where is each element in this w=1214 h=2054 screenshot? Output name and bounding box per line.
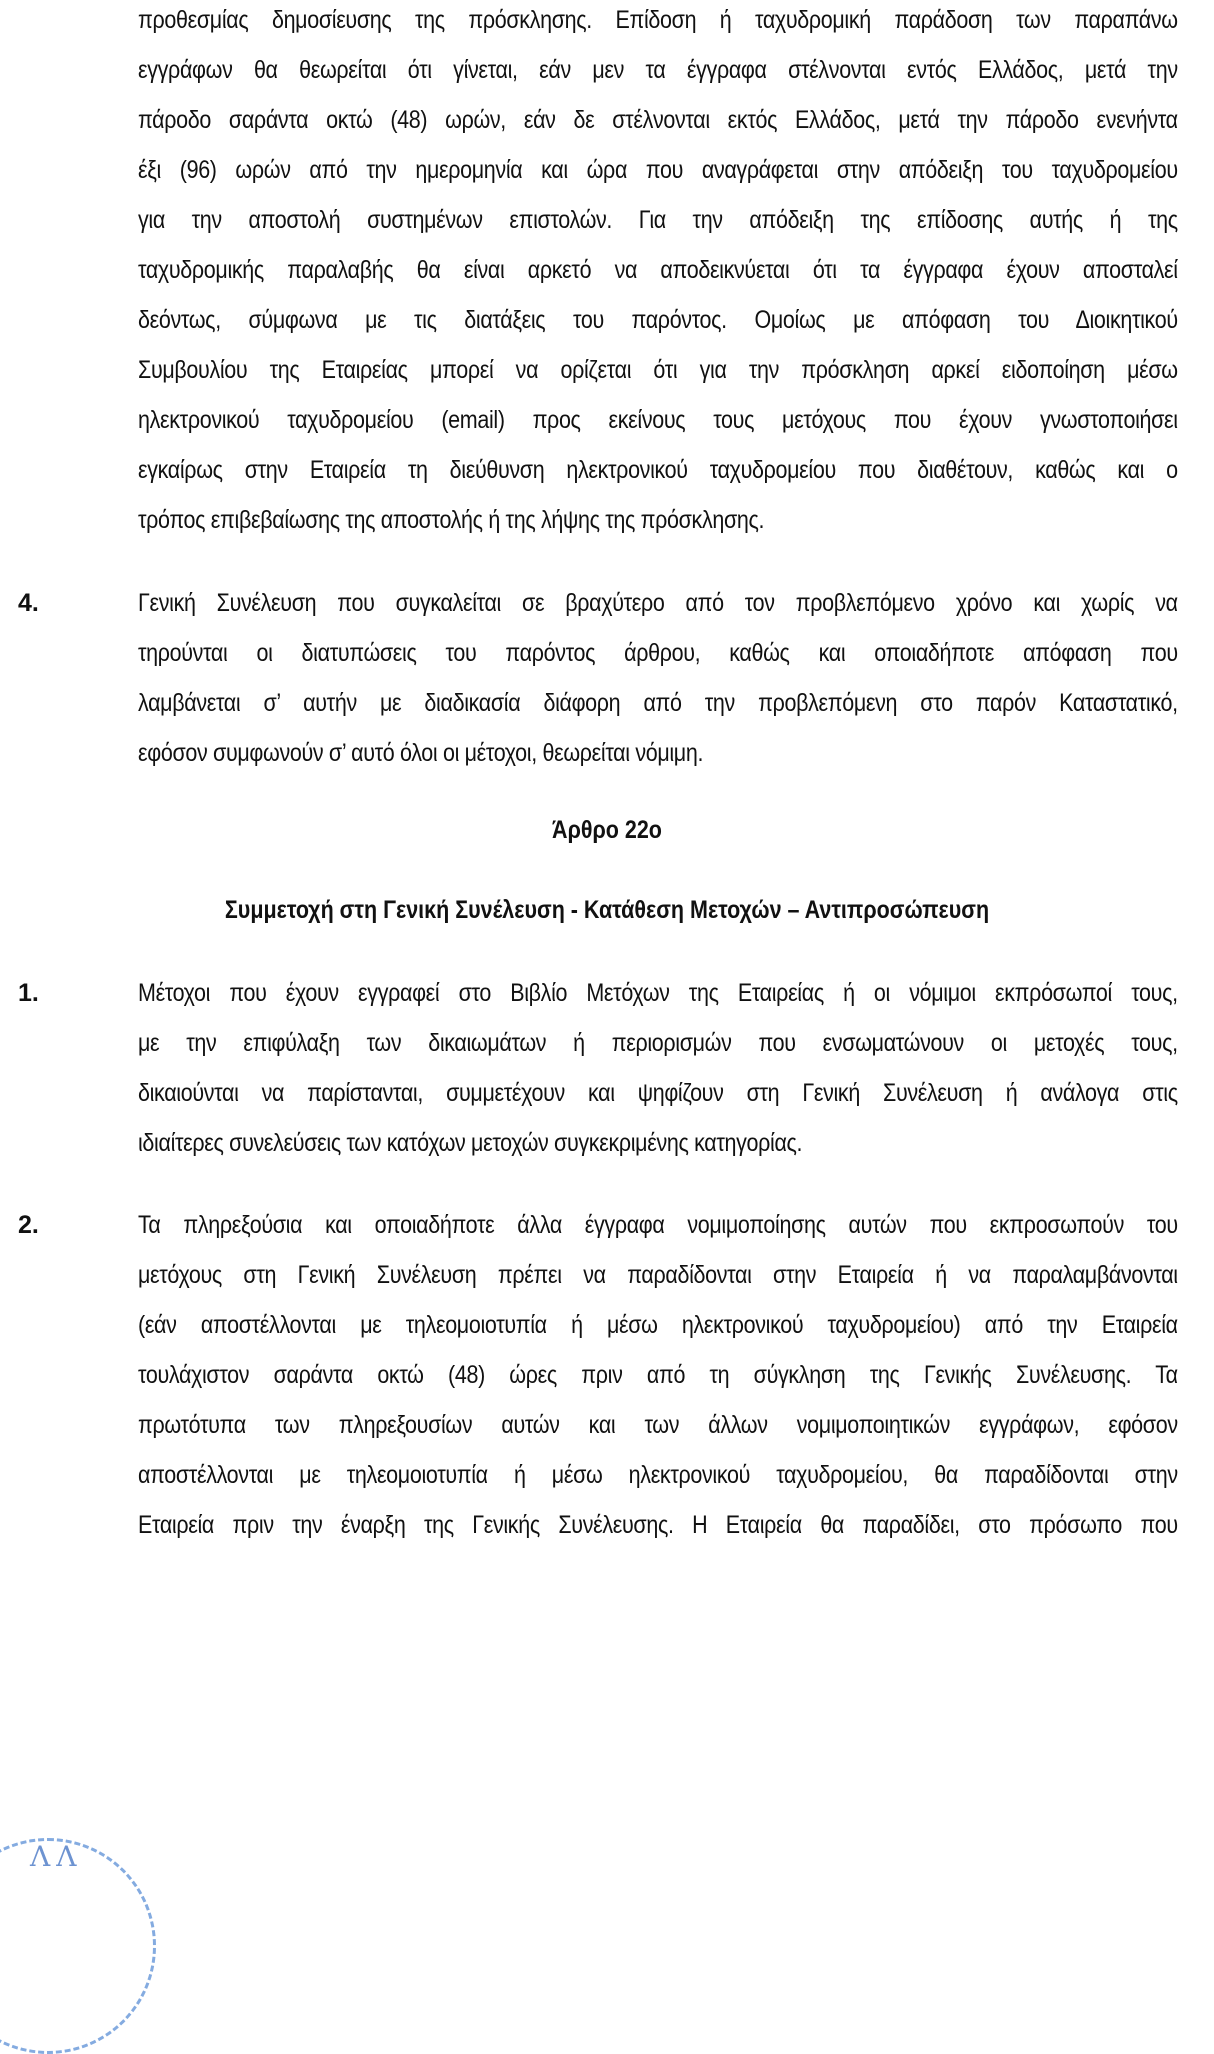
paragraph-line: τηρούνται οι διατυπώσεις του παρόντος άρθρου, καθώς και οποιαδήποτε απόφαση που — [138, 639, 1178, 667]
paragraph-line: ηλεκτρονικού ταχυδρομείου (email) προς εκείνους τους μετόχους που έχουν γνωστοποιήσει — [138, 406, 1178, 434]
paragraph-line: τρόπος επιβεβαίωσης της αποστολής ή της λήψης της πρόσκλησης. — [138, 506, 765, 534]
paragraph-line: Εταιρεία πριν την έναρξη της Γενικής Συνέλευσης. Η Εταιρεία θα παραδίδει, στο πρόσωπο που — [138, 1511, 1178, 1539]
paragraph-line: τουλάχιστον σαράντα οκτώ (48) ώρες πριν από τη σύγκληση της Γενικής Συνέλευσης. Τα — [138, 1361, 1178, 1389]
paragraph-line: Γενική Συνέλευση που συγκαλείται σε βραχύτερο από τον προβλεπόμενο χρόνο και χωρίς να — [138, 589, 1178, 617]
paragraph-line: δεόντως, σύμφωνα με τις διατάξεις του παρόντος. Ομοίως με απόφαση του Διοικητικού — [138, 306, 1178, 334]
paragraph-line: μετόχους στη Γενική Συνέλευση πρέπει να παραδίδονται στην Εταιρεία ή να παραλαμβάνονται — [138, 1261, 1178, 1289]
paragraph-line: Μέτοχοι που έχουν εγγραφεί στο Βιβλίο Μετόχων της Εταιρείας ή οι νόμιμοι εκπρόσωποί τους, — [138, 979, 1178, 1007]
paragraph-line: (εάν αποστέλλονται με τηλεομοιοτυπία ή μέσω ηλεκτρονικού ταχυδρομείου) από την Εταιρεία — [138, 1311, 1178, 1339]
paragraph-line: εφόσον συμφωνούν σ’ αυτό όλοι οι μέτοχοι, θεωρείται νόμιμη. — [138, 739, 704, 767]
paragraph-line: έξι (96) ωρών από την ημερομηνία και ώρα που αναγράφεται στην απόδειξη του ταχυδρομείου — [138, 156, 1178, 184]
paragraph-line: ιδιαίτερες συνελεύσεις των κατόχων μετοχών συγκεκριμένης κατηγορίας. — [138, 1129, 803, 1157]
paragraph-line: Τα πληρεξούσια και οποιαδήποτε άλλα έγγραφα νομιμοποίησης αυτών που εκπροσωπούν του — [138, 1211, 1178, 1239]
paragraph-line: πρωτότυπα των πληρεξουσίων αυτών και των άλλων νομιμοποιητικών εγγράφων, εφόσον — [138, 1411, 1178, 1439]
section-number: 2. — [18, 1211, 39, 1239]
article-subtitle: Συμμετοχή στη Γενική Συνέλευση - Κατάθεση Μετοχών – Αντιπροσώπευση — [224, 896, 990, 924]
section-number: 1. — [18, 979, 39, 1007]
paragraph-line: ταχυδρομικής παραλαβής θα είναι αρκετό να αποδεικνύεται ότι τα έγγραφα έχουν αποσταλεί — [138, 256, 1178, 284]
paragraph-line: Συμβουλίου της Εταιρείας μπορεί να ορίζεται ότι για την πρόσκληση αρκεί ειδοποίηση μέσω — [138, 356, 1178, 384]
paragraph-line: λαμβάνεται σ’ αυτήν με διαδικασία διάφορη από την προβλεπόμενη στο παρόν Καταστατικό, — [138, 689, 1178, 717]
section-number: 4. — [18, 589, 39, 617]
paragraph-line: με την επιφύλαξη των δικαιωμάτων ή περιορισμών που ενσωματώνουν οι μετοχές τους, — [138, 1029, 1178, 1057]
paragraph-line: αποστέλλονται με τηλεομοιοτυπία ή μέσω ηλεκτρονικού ταχυδρομείου, θα παραδίδονται στην — [138, 1461, 1178, 1489]
paragraph-line: για την αποστολή συστημένων επιστολών. Για την απόδειξη της επίδοσης αυτής ή της — [138, 206, 1178, 234]
stamp-text: ΛΛ — [30, 1840, 83, 1873]
article-title: Άρθρο 22ο — [552, 816, 662, 844]
paragraph-line: προθεσμίας δημοσίευσης της πρόσκλησης. Επίδοση ή ταχυδρομική παράδοση των παραπάνω — [138, 6, 1178, 34]
paragraph-line: πάροδο σαράντα οκτώ (48) ωρών, εάν δε στέλνονται εκτός Ελλάδος, μετά την πάροδο ενενήντα — [138, 106, 1178, 134]
paragraph-line: δικαιούνται να παρίστανται, συμμετέχουν και ψηφίζουν στη Γενική Συνέλευση ή ανάλογα στις — [138, 1079, 1178, 1107]
paragraph-line: εγγράφων θα θεωρείται ότι γίνεται, εάν μεν τα έγγραφα στέλνονται εντός Ελλάδος, μετά την — [138, 56, 1178, 84]
paragraph-line: εγκαίρως στην Εταιρεία τη διεύθυνση ηλεκτρονικού ταχυδρομείου που διαθέτουν, καθώς και ο — [138, 456, 1178, 484]
